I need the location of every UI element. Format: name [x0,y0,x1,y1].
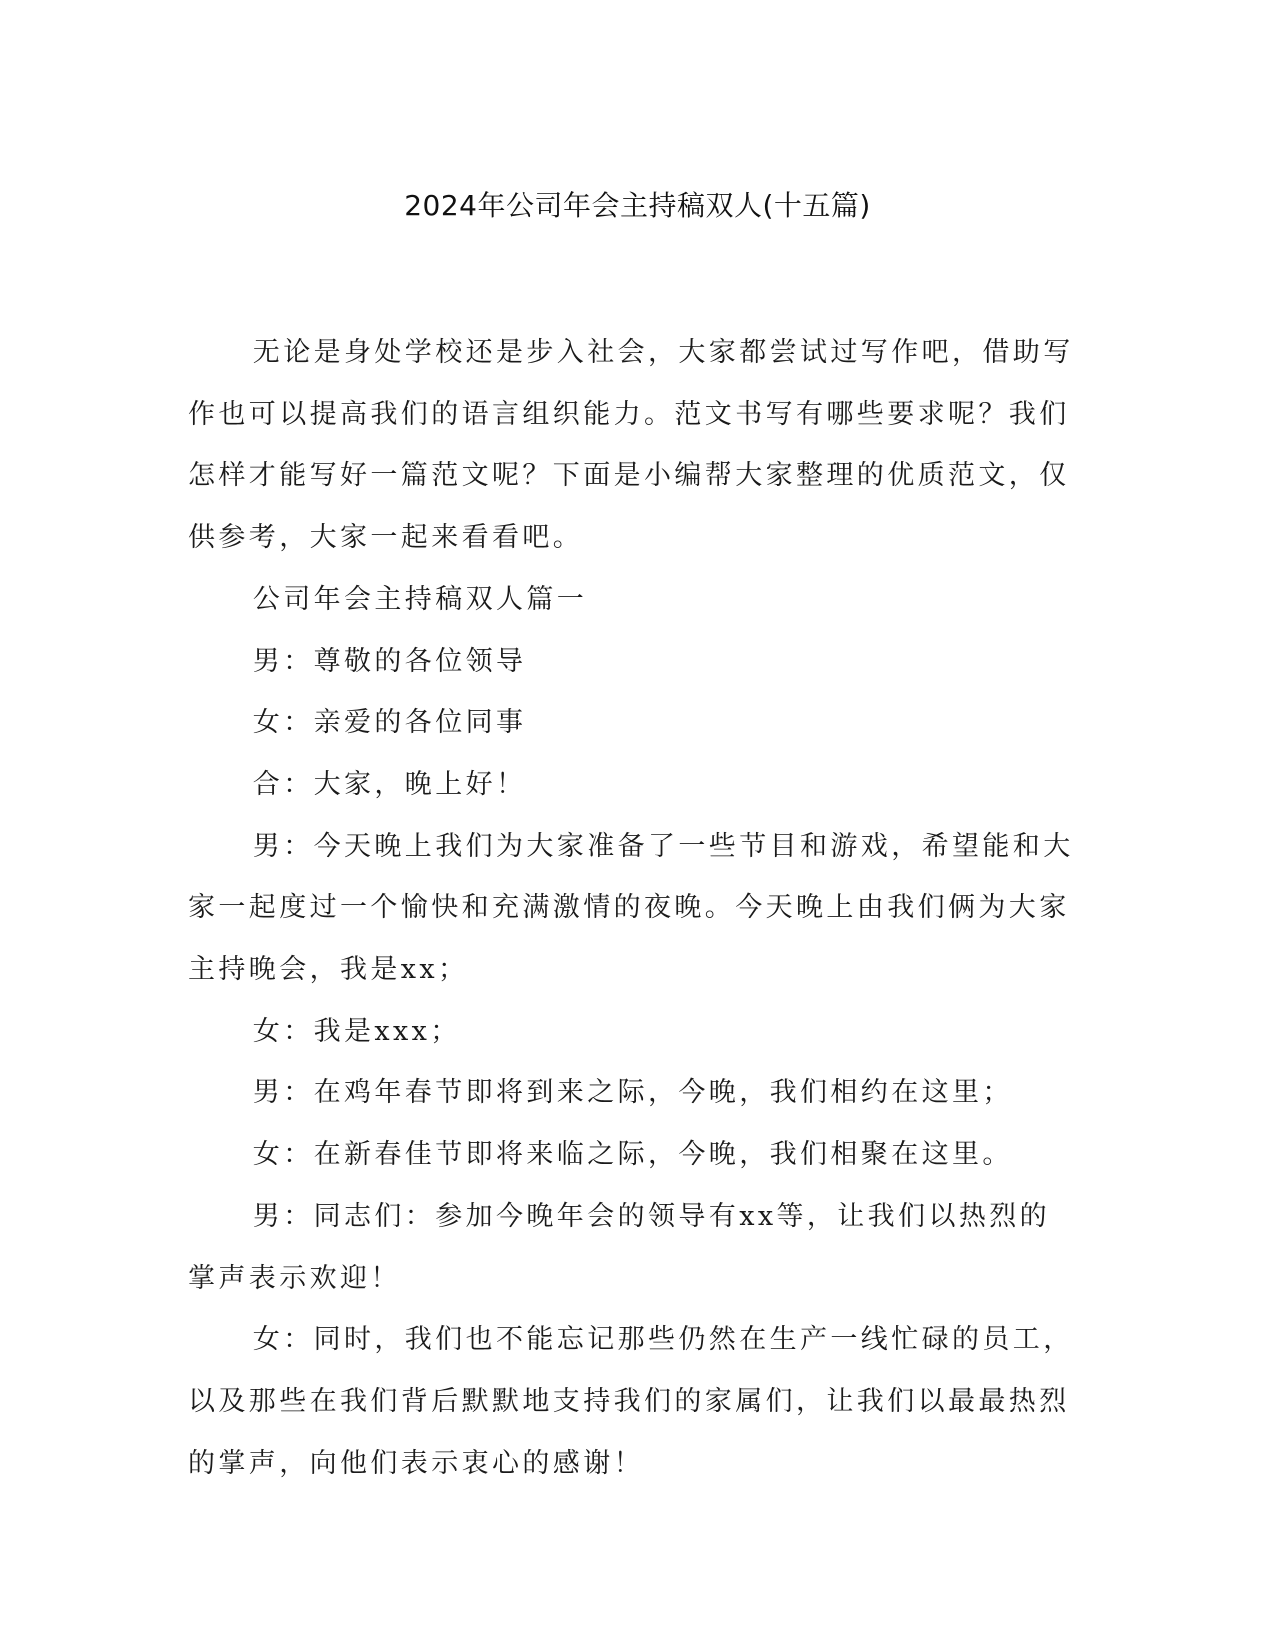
dialogue-line: 男：同志们：参加今晚年会的领导有xx等，让我们以热烈的掌声表示欢迎！ [188,1200,1051,1294]
document-title: 2024年公司年会主持稿双人(十五篇) [404,189,871,222]
intro-paragraph: 无论是身处学校还是步入社会，大家都尝试过写作吧，借助写作也可以提高我们的语言组织能力。范文书写有哪些要求呢？我们怎样才能写好一篇范文呢？下面是小编帮大家整理的优质范文，仅供参考，大家一起来看看吧。 [188,337,1074,554]
dialogue-line: 女：在新春佳节即将来临之际，今晚，我们相聚在这里。 [252,1139,1013,1171]
dialogue-line: 男：在鸡年春节即将到来之际，今晚，我们相约在这里； [252,1077,1013,1109]
dialogue-line: 男：尊敬的各位领导 [252,645,527,677]
dialogue-line: 合：大家，晚上好！ [252,768,527,800]
dialogue-line: 女：同时，我们也不能忘记那些仍然在生产一线忙碌的员工，以及那些在我们背后默默地支持我们的家属们，让我们以最最热烈的掌声，向他们表示衷心的感谢！ [188,1324,1074,1479]
dialogue-line: 女：亲爱的各位同事 [252,707,527,739]
dialogue-line: 女：我是xxx； [252,1015,461,1047]
section-heading: 公司年会主持稿双人篇一 [252,583,588,615]
document-body [188,322,1078,1494]
dialogue-line: 男：今天晚上我们为大家准备了一些节目和游戏，希望能和大家一起度过一个愉快和充满激情的夜晚。今天晚上由我们俩为大家主持晚会，我是xx； [188,830,1074,986]
